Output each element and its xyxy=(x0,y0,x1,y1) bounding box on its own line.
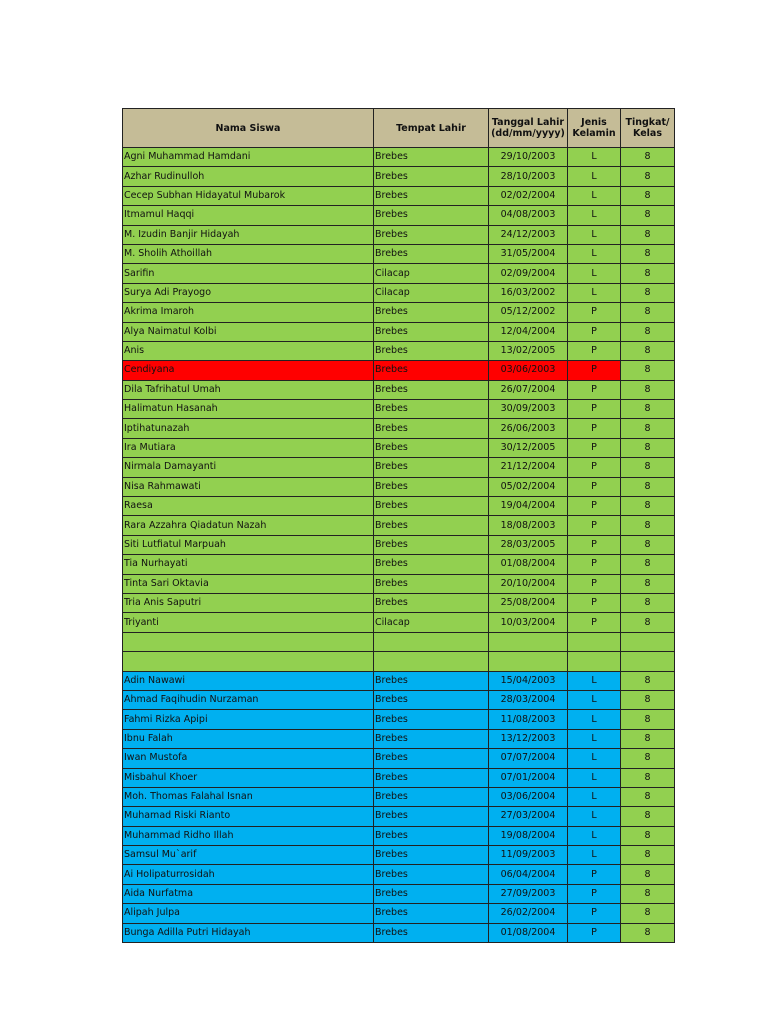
cell-jenis-kelamin[interactable]: P xyxy=(568,884,621,903)
cell-tempat-lahir[interactable]: Brebes xyxy=(374,244,489,263)
cell-tanggal-lahir[interactable]: 18/08/2003 xyxy=(489,516,568,535)
header-jenis-kelamin[interactable] xyxy=(568,109,621,148)
cell-tingkat-kelas[interactable]: 8 xyxy=(621,438,675,457)
cell-tanggal-lahir[interactable] xyxy=(489,652,568,671)
table-row xyxy=(123,341,675,360)
cell-tingkat-kelas[interactable]: 8 xyxy=(621,923,675,942)
cell-tingkat-kelas[interactable]: 8 xyxy=(621,477,675,496)
cell-tanggal-lahir[interactable]: 30/09/2003 xyxy=(489,400,568,419)
table-row xyxy=(123,516,675,535)
table-row xyxy=(123,807,675,826)
cell-tempat-lahir[interactable]: Brebes xyxy=(374,186,489,205)
cell-jenis-kelamin[interactable]: P xyxy=(568,613,621,632)
cell-tingkat-kelas[interactable]: 8 xyxy=(621,264,675,283)
cell-tingkat-kelas[interactable]: 8 xyxy=(621,884,675,903)
cell-nama-siswa[interactable]: Rara Azzahra Qiadatun Nazah xyxy=(123,516,374,535)
cell-tempat-lahir[interactable]: Brebes xyxy=(374,438,489,457)
cell-tingkat-kelas[interactable]: 8 xyxy=(621,244,675,263)
cell-tempat-lahir[interactable]: Brebes xyxy=(374,593,489,612)
cell-nama-siswa[interactable]: Siti Lutfiatul Marpuah xyxy=(123,535,374,554)
cell-tanggal-lahir[interactable]: 25/08/2004 xyxy=(489,593,568,612)
header-tempat-lahir[interactable] xyxy=(374,109,489,148)
cell-nama-siswa[interactable]: Ai Holipaturrosidah xyxy=(123,865,374,884)
cell-nama-siswa[interactable]: Moh. Thomas Falahal Isnan xyxy=(123,787,374,806)
cell-nama-siswa[interactable]: Ira Mutiara xyxy=(123,438,374,457)
cell-jenis-kelamin[interactable]: P xyxy=(568,322,621,341)
cell-jenis-kelamin[interactable]: L xyxy=(568,283,621,302)
cell-tempat-lahir[interactable]: Brebes xyxy=(374,322,489,341)
header-kelas-label: Kelas xyxy=(633,128,662,139)
cell-tanggal-lahir[interactable]: 05/12/2002 xyxy=(489,303,568,322)
cell-nama-siswa[interactable]: Ahmad Faqihudin Nurzaman xyxy=(123,690,374,709)
cell-jenis-kelamin[interactable]: L xyxy=(568,225,621,244)
cell-tanggal-lahir[interactable]: 28/10/2003 xyxy=(489,167,568,186)
header-jenis-label: Jenis xyxy=(581,117,607,128)
cell-tempat-lahir[interactable]: Brebes xyxy=(374,749,489,768)
cell-nama-siswa[interactable]: Akrima Imaroh xyxy=(123,303,374,322)
cell-jenis-kelamin[interactable]: L xyxy=(568,787,621,806)
cell-tempat-lahir[interactable]: Brebes xyxy=(374,167,489,186)
cell-tempat-lahir[interactable]: Brebes xyxy=(374,690,489,709)
table-row xyxy=(123,768,675,787)
cell-nama-siswa[interactable]: Adin Nawawi xyxy=(123,671,374,690)
table-row xyxy=(123,884,675,903)
cell-jenis-kelamin[interactable]: P xyxy=(568,303,621,322)
cell-nama-siswa[interactable]: Agni Muhammad Hamdani xyxy=(123,148,374,167)
cell-tanggal-lahir[interactable]: 07/01/2004 xyxy=(489,768,568,787)
cell-tanggal-lahir[interactable]: 03/06/2004 xyxy=(489,787,568,806)
cell-nama-siswa[interactable]: Dila Tafrihatul Umah xyxy=(123,380,374,399)
cell-nama-siswa[interactable] xyxy=(123,652,374,671)
cell-nama-siswa[interactable]: Fahmi Rizka Apipi xyxy=(123,710,374,729)
cell-tempat-lahir[interactable]: Brebes xyxy=(374,400,489,419)
cell-tanggal-lahir[interactable]: 29/10/2003 xyxy=(489,148,568,167)
table-row xyxy=(123,652,675,671)
cell-jenis-kelamin[interactable]: P xyxy=(568,593,621,612)
cell-nama-siswa[interactable]: Triyanti xyxy=(123,613,374,632)
cell-tempat-lahir[interactable]: Brebes xyxy=(374,535,489,554)
cell-nama-siswa[interactable]: Raesa xyxy=(123,497,374,516)
table-row xyxy=(123,865,675,884)
cell-nama-siswa[interactable]: Anis xyxy=(123,341,374,360)
table-row xyxy=(123,438,675,457)
cell-nama-siswa[interactable]: Ibnu Falah xyxy=(123,729,374,748)
cell-tempat-lahir[interactable]: Cilacap xyxy=(374,283,489,302)
cell-tempat-lahir[interactable]: Brebes xyxy=(374,787,489,806)
cell-tanggal-lahir[interactable]: 21/12/2004 xyxy=(489,458,568,477)
table-row xyxy=(123,225,675,244)
cell-jenis-kelamin[interactable]: P xyxy=(568,555,621,574)
table-row xyxy=(123,380,675,399)
cell-tanggal-lahir[interactable]: 02/02/2004 xyxy=(489,186,568,205)
cell-tingkat-kelas[interactable]: 8 xyxy=(621,710,675,729)
cell-tingkat-kelas[interactable]: 8 xyxy=(621,865,675,884)
cell-tempat-lahir[interactable]: Brebes xyxy=(374,225,489,244)
cell-nama-siswa[interactable]: Misbahul Khoer xyxy=(123,768,374,787)
cell-tanggal-lahir[interactable]: 01/08/2004 xyxy=(489,555,568,574)
table-row xyxy=(123,846,675,865)
cell-tempat-lahir[interactable]: Cilacap xyxy=(374,613,489,632)
table-row xyxy=(123,632,675,651)
cell-tanggal-lahir[interactable]: 24/12/2003 xyxy=(489,225,568,244)
cell-tanggal-lahir[interactable]: 10/03/2004 xyxy=(489,613,568,632)
cell-nama-siswa[interactable]: Cendiyana xyxy=(123,361,374,380)
cell-jenis-kelamin[interactable]: P xyxy=(568,574,621,593)
cell-nama-siswa[interactable]: Tia Nurhayati xyxy=(123,555,374,574)
table-row xyxy=(123,497,675,516)
table-row xyxy=(123,690,675,709)
table-row xyxy=(123,303,675,322)
table-row xyxy=(123,555,675,574)
cell-jenis-kelamin[interactable]: L xyxy=(568,671,621,690)
table-row xyxy=(123,477,675,496)
cell-tanggal-lahir[interactable]: 11/08/2003 xyxy=(489,710,568,729)
table-row xyxy=(123,613,675,632)
cell-tingkat-kelas[interactable]: 8 xyxy=(621,787,675,806)
cell-tanggal-lahir[interactable]: 01/08/2004 xyxy=(489,923,568,942)
cell-tanggal-lahir[interactable]: 04/08/2003 xyxy=(489,206,568,225)
cell-tingkat-kelas[interactable]: 8 xyxy=(621,206,675,225)
cell-tingkat-kelas[interactable]: 8 xyxy=(621,283,675,302)
cell-nama-siswa[interactable]: Alipah Julpa xyxy=(123,904,374,923)
cell-tanggal-lahir[interactable]: 13/02/2005 xyxy=(489,341,568,360)
cell-tingkat-kelas[interactable]: 8 xyxy=(621,322,675,341)
cell-tingkat-kelas[interactable]: 8 xyxy=(621,361,675,380)
table-row xyxy=(123,186,675,205)
cell-jenis-kelamin[interactable]: P xyxy=(568,458,621,477)
cell-tingkat-kelas[interactable]: 8 xyxy=(621,400,675,419)
cell-tingkat-kelas[interactable]: 8 xyxy=(621,303,675,322)
cell-tempat-lahir[interactable]: Brebes xyxy=(374,303,489,322)
table-row xyxy=(123,671,675,690)
cell-tempat-lahir[interactable]: Brebes xyxy=(374,923,489,942)
cell-jenis-kelamin[interactable]: P xyxy=(568,400,621,419)
cell-tingkat-kelas[interactable]: 8 xyxy=(621,516,675,535)
cell-tempat-lahir[interactable]: Brebes xyxy=(374,729,489,748)
header-tingkat-label: Tingkat/ xyxy=(625,117,670,128)
header-tanggal-label: Tanggal Lahir xyxy=(491,117,565,128)
cell-tanggal-lahir[interactable]: 26/07/2004 xyxy=(489,380,568,399)
cell-tempat-lahir[interactable]: Brebes xyxy=(374,458,489,477)
cell-tingkat-kelas[interactable]: 8 xyxy=(621,768,675,787)
cell-tanggal-lahir[interactable]: 30/12/2005 xyxy=(489,438,568,457)
cell-tanggal-lahir[interactable]: 16/03/2002 xyxy=(489,283,568,302)
table-row xyxy=(123,729,675,748)
cell-nama-siswa[interactable]: Bunga Adilla Putri Hidayah xyxy=(123,923,374,942)
cell-jenis-kelamin[interactable]: L xyxy=(568,244,621,263)
cell-tempat-lahir[interactable]: Brebes xyxy=(374,516,489,535)
cell-nama-siswa[interactable]: Itmamul Haqqi xyxy=(123,206,374,225)
cell-jenis-kelamin[interactable] xyxy=(568,652,621,671)
header-tanggal-format: (dd/mm/yyyy) xyxy=(491,128,565,139)
cell-nama-siswa[interactable]: Iptihatunazah xyxy=(123,419,374,438)
cell-jenis-kelamin[interactable]: P xyxy=(568,865,621,884)
cell-jenis-kelamin[interactable]: L xyxy=(568,186,621,205)
cell-tingkat-kelas[interactable]: 8 xyxy=(621,574,675,593)
table-row xyxy=(123,322,675,341)
cell-nama-siswa[interactable]: Halimatun Hasanah xyxy=(123,400,374,419)
cell-tempat-lahir[interactable]: Brebes xyxy=(374,807,489,826)
cell-jenis-kelamin[interactable]: L xyxy=(568,167,621,186)
cell-jenis-kelamin[interactable]: P xyxy=(568,361,621,380)
student-sheet xyxy=(122,108,675,943)
cell-tingkat-kelas[interactable]: 8 xyxy=(621,904,675,923)
cell-jenis-kelamin[interactable]: L xyxy=(568,846,621,865)
cell-jenis-kelamin[interactable]: L xyxy=(568,749,621,768)
cell-tempat-lahir[interactable]: Brebes xyxy=(374,826,489,845)
cell-jenis-kelamin[interactable]: P xyxy=(568,516,621,535)
cell-tanggal-lahir[interactable]: 03/06/2003 xyxy=(489,361,568,380)
cell-tempat-lahir[interactable]: Brebes xyxy=(374,710,489,729)
cell-tingkat-kelas[interactable]: 8 xyxy=(621,749,675,768)
cell-tanggal-lahir[interactable] xyxy=(489,632,568,651)
cell-tingkat-kelas[interactable]: 8 xyxy=(621,846,675,865)
cell-jenis-kelamin[interactable]: P xyxy=(568,380,621,399)
cell-jenis-kelamin[interactable]: L xyxy=(568,826,621,845)
table-row xyxy=(123,535,675,554)
cell-nama-siswa[interactable]: Nisa Rahmawati xyxy=(123,477,374,496)
cell-tanggal-lahir[interactable]: 13/12/2003 xyxy=(489,729,568,748)
header-tanggal-lahir[interactable] xyxy=(489,109,568,148)
cell-jenis-kelamin[interactable]: L xyxy=(568,206,621,225)
cell-tingkat-kelas[interactable]: 8 xyxy=(621,458,675,477)
cell-nama-siswa[interactable]: Surya Adi Prayogo xyxy=(123,283,374,302)
table-row xyxy=(123,787,675,806)
table-row xyxy=(123,206,675,225)
cell-tingkat-kelas[interactable]: 8 xyxy=(621,555,675,574)
cell-tingkat-kelas[interactable]: 8 xyxy=(621,690,675,709)
cell-tingkat-kelas[interactable]: 8 xyxy=(621,148,675,167)
cell-tingkat-kelas[interactable]: 8 xyxy=(621,167,675,186)
cell-jenis-kelamin[interactable]: L xyxy=(568,690,621,709)
table-row xyxy=(123,148,675,167)
cell-tingkat-kelas[interactable]: 8 xyxy=(621,186,675,205)
cell-tanggal-lahir[interactable]: 28/03/2005 xyxy=(489,535,568,554)
cell-nama-siswa[interactable]: Alya Naimatul Kolbi xyxy=(123,322,374,341)
cell-tempat-lahir[interactable]: Brebes xyxy=(374,148,489,167)
cell-tempat-lahir[interactable]: Cilacap xyxy=(374,264,489,283)
cell-tanggal-lahir[interactable]: 15/04/2003 xyxy=(489,671,568,690)
table-row xyxy=(123,710,675,729)
cell-tempat-lahir[interactable]: Brebes xyxy=(374,361,489,380)
cell-jenis-kelamin[interactable]: L xyxy=(568,729,621,748)
cell-tanggal-lahir[interactable]: 05/02/2004 xyxy=(489,477,568,496)
cell-tempat-lahir[interactable]: Brebes xyxy=(374,768,489,787)
cell-jenis-kelamin[interactable]: P xyxy=(568,904,621,923)
header-nama-label: Nama Siswa xyxy=(215,122,281,134)
cell-jenis-kelamin[interactable]: P xyxy=(568,438,621,457)
cell-tempat-lahir[interactable]: Brebes xyxy=(374,904,489,923)
header-kelamin-label: Kelamin xyxy=(572,128,616,139)
cell-tingkat-kelas[interactable]: 8 xyxy=(621,593,675,612)
cell-tempat-lahir[interactable]: Brebes xyxy=(374,380,489,399)
cell-tingkat-kelas[interactable]: 8 xyxy=(621,419,675,438)
cell-tanggal-lahir[interactable]: 27/03/2004 xyxy=(489,807,568,826)
table-row xyxy=(123,283,675,302)
cell-tanggal-lahir[interactable]: 26/02/2004 xyxy=(489,904,568,923)
cell-tanggal-lahir[interactable]: 31/05/2004 xyxy=(489,244,568,263)
table-row xyxy=(123,264,675,283)
header-row xyxy=(123,109,675,148)
cell-tanggal-lahir[interactable]: 19/08/2004 xyxy=(489,826,568,845)
cell-tanggal-lahir[interactable]: 02/09/2004 xyxy=(489,264,568,283)
cell-tingkat-kelas[interactable]: 8 xyxy=(621,729,675,748)
cell-tempat-lahir[interactable]: Brebes xyxy=(374,497,489,516)
cell-nama-siswa[interactable]: Samsul Mu`arif xyxy=(123,846,374,865)
cell-jenis-kelamin[interactable]: L xyxy=(568,768,621,787)
cell-tempat-lahir[interactable]: Brebes xyxy=(374,671,489,690)
cell-tanggal-lahir[interactable]: 11/09/2003 xyxy=(489,846,568,865)
cell-nama-siswa[interactable]: Iwan Mustofa xyxy=(123,749,374,768)
cell-jenis-kelamin[interactable]: P xyxy=(568,341,621,360)
cell-tingkat-kelas[interactable]: 8 xyxy=(621,380,675,399)
cell-tingkat-kelas[interactable] xyxy=(621,652,675,671)
cell-nama-siswa[interactable]: Tria Anis Saputri xyxy=(123,593,374,612)
cell-tingkat-kelas[interactable]: 8 xyxy=(621,826,675,845)
cell-nama-siswa[interactable]: Muhamad Riski Rianto xyxy=(123,807,374,826)
cell-nama-siswa[interactable]: Azhar Rudinulloh xyxy=(123,167,374,186)
cell-jenis-kelamin[interactable]: P xyxy=(568,923,621,942)
cell-tanggal-lahir[interactable]: 27/09/2003 xyxy=(489,884,568,903)
cell-nama-siswa[interactable]: Muhammad Ridho Illah xyxy=(123,826,374,845)
cell-nama-siswa[interactable]: Aida Nurfatma xyxy=(123,884,374,903)
table-row xyxy=(123,593,675,612)
table-row xyxy=(123,400,675,419)
cell-jenis-kelamin[interactable]: P xyxy=(568,477,621,496)
cell-tempat-lahir[interactable] xyxy=(374,632,489,651)
cell-tempat-lahir[interactable]: Brebes xyxy=(374,419,489,438)
table-row xyxy=(123,419,675,438)
table-row xyxy=(123,244,675,263)
table-row xyxy=(123,458,675,477)
cell-jenis-kelamin[interactable]: P xyxy=(568,497,621,516)
cell-tanggal-lahir[interactable]: 20/10/2004 xyxy=(489,574,568,593)
cell-tempat-lahir[interactable]: Brebes xyxy=(374,884,489,903)
table-row xyxy=(123,826,675,845)
cell-tingkat-kelas[interactable]: 8 xyxy=(621,225,675,244)
cell-tanggal-lahir[interactable]: 06/04/2004 xyxy=(489,865,568,884)
cell-tanggal-lahir[interactable]: 07/07/2004 xyxy=(489,749,568,768)
cell-nama-siswa[interactable]: M. Izudin Banjir Hidayah xyxy=(123,225,374,244)
cell-tempat-lahir[interactable]: Brebes xyxy=(374,206,489,225)
header-tempat-label: Tempat Lahir xyxy=(396,122,466,134)
table-row xyxy=(123,923,675,942)
cell-tempat-lahir[interactable]: Brebes xyxy=(374,555,489,574)
student-table xyxy=(122,108,675,943)
cell-tanggal-lahir[interactable]: 19/04/2004 xyxy=(489,497,568,516)
cell-tempat-lahir[interactable]: Brebes xyxy=(374,477,489,496)
cell-nama-siswa[interactable]: Nirmala Damayanti xyxy=(123,458,374,477)
cell-jenis-kelamin[interactable]: P xyxy=(568,419,621,438)
cell-jenis-kelamin[interactable]: L xyxy=(568,710,621,729)
cell-nama-siswa[interactable]: Tinta Sari Oktavia xyxy=(123,574,374,593)
cell-jenis-kelamin[interactable] xyxy=(568,632,621,651)
table-row xyxy=(123,361,675,380)
cell-nama-siswa[interactable]: M. Sholih Athoillah xyxy=(123,244,374,263)
cell-jenis-kelamin[interactable]: L xyxy=(568,264,621,283)
cell-nama-siswa[interactable]: Cecep Subhan Hidayatul Mubarok xyxy=(123,186,374,205)
cell-jenis-kelamin[interactable]: L xyxy=(568,807,621,826)
cell-tingkat-kelas[interactable]: 8 xyxy=(621,535,675,554)
cell-nama-siswa[interactable] xyxy=(123,632,374,651)
table-row xyxy=(123,904,675,923)
cell-tempat-lahir[interactable]: Brebes xyxy=(374,574,489,593)
cell-tingkat-kelas[interactable]: 8 xyxy=(621,807,675,826)
cell-jenis-kelamin[interactable]: L xyxy=(568,148,621,167)
cell-tanggal-lahir[interactable]: 26/06/2003 xyxy=(489,419,568,438)
cell-tingkat-kelas[interactable]: 8 xyxy=(621,613,675,632)
cell-tempat-lahir[interactable]: Brebes xyxy=(374,846,489,865)
cell-tanggal-lahir[interactable]: 12/04/2004 xyxy=(489,322,568,341)
cell-tingkat-kelas[interactable]: 8 xyxy=(621,671,675,690)
header-nama-siswa[interactable] xyxy=(123,109,374,148)
table-row xyxy=(123,574,675,593)
header-tingkat-kelas[interactable] xyxy=(621,109,675,148)
cell-tanggal-lahir[interactable]: 28/03/2004 xyxy=(489,690,568,709)
cell-jenis-kelamin[interactable]: P xyxy=(568,535,621,554)
table-row xyxy=(123,749,675,768)
cell-tempat-lahir[interactable]: Brebes xyxy=(374,865,489,884)
cell-tempat-lahir[interactable]: Brebes xyxy=(374,341,489,360)
cell-tingkat-kelas[interactable] xyxy=(621,632,675,651)
table-row xyxy=(123,167,675,186)
cell-nama-siswa[interactable]: Sarifin xyxy=(123,264,374,283)
cell-tingkat-kelas[interactable]: 8 xyxy=(621,497,675,516)
cell-tingkat-kelas[interactable]: 8 xyxy=(621,341,675,360)
cell-tempat-lahir[interactable] xyxy=(374,652,489,671)
